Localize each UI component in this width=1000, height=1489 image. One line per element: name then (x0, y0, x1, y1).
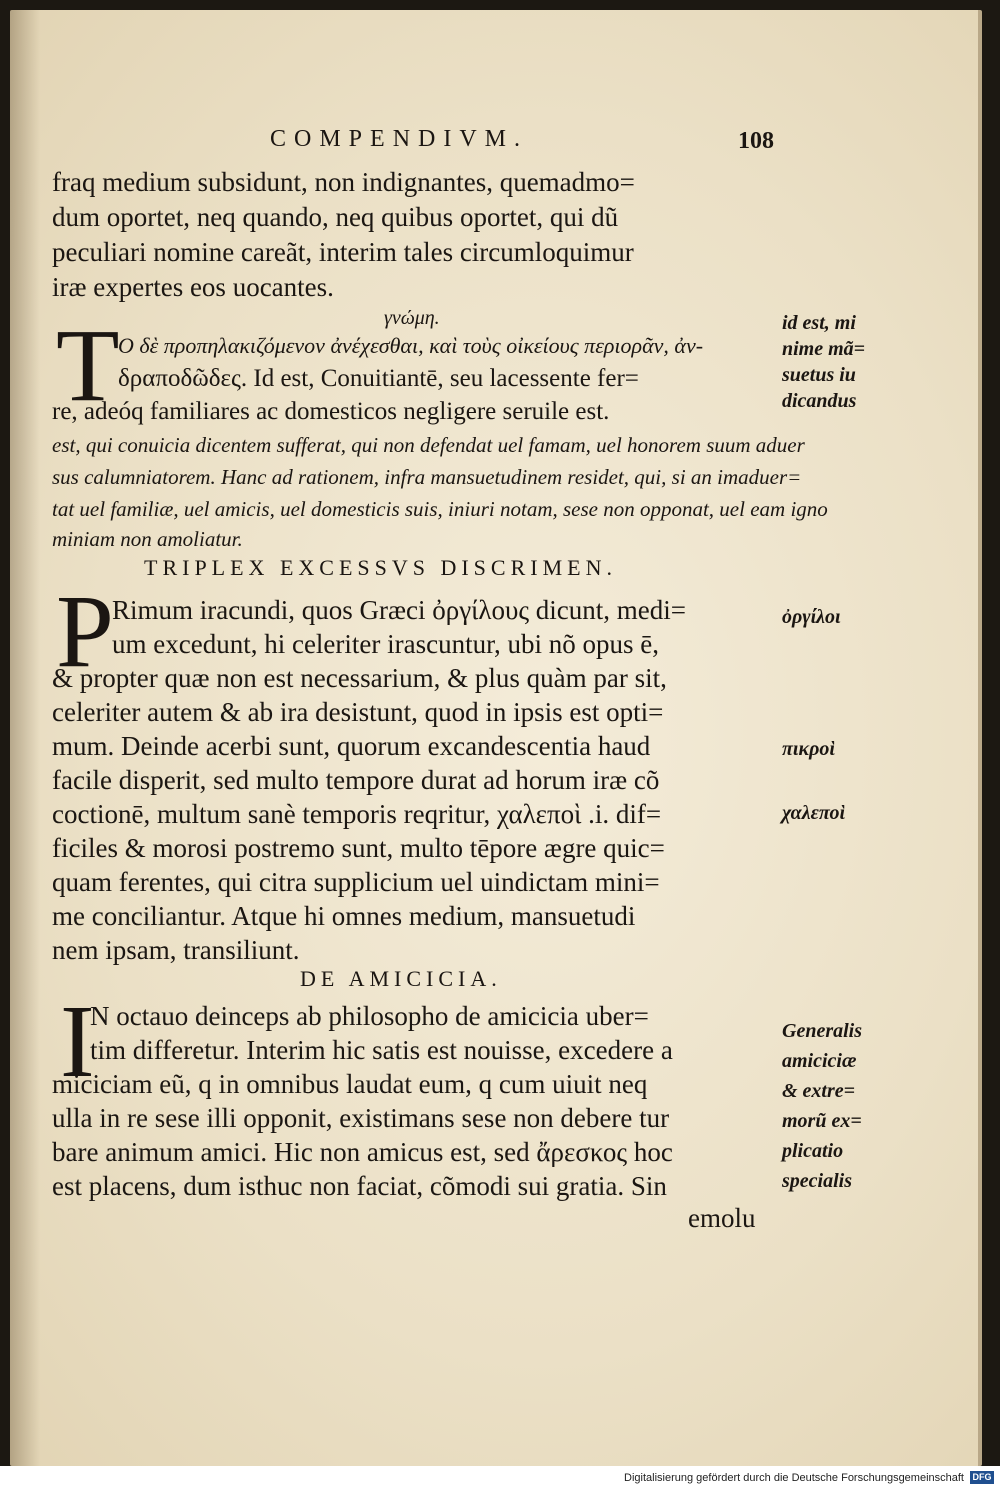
running-head: COMPENDIVM. (270, 126, 529, 152)
text-line: ulla in re sese illi opponit, existimans sese non debere tur (52, 1103, 670, 1133)
text-line: est placens, dum isthuc non faciat, cõmodi sui gratia. Sin (52, 1171, 667, 1201)
marginal-line: nime mã= (782, 338, 866, 360)
marginal-line: amiciciæ (782, 1050, 857, 1072)
text-line: N octauo deinceps ab philosopho de amicicia uber= (90, 1001, 649, 1031)
text-line: ficiles & morosi postremo sunt, multo tēpore ægre quic= (52, 833, 665, 863)
page-number: 108 (738, 128, 774, 154)
greek-gloss: γνώμη. (384, 307, 440, 329)
text-line: miniam non amoliatur. (52, 527, 243, 551)
section-heading: TRIPLEX EXCESSVS DISCRIMEN. (144, 555, 617, 580)
marginal-note: χαλεποὶ (782, 802, 846, 824)
marginal-line: specialis (782, 1170, 852, 1192)
text-line: nem ipsam, transiliunt. (52, 935, 300, 965)
text-line: fraq medium subsidunt, non indignantes, quemadmo= (52, 167, 635, 197)
text-line: re, adeóq familiares ac domesticos negligere seruile est. (52, 398, 610, 425)
text-line: celeriter autem & ab ira desistunt, quod in ipsis est opti= (52, 697, 664, 727)
drop-cap: T (56, 308, 120, 423)
text-line: sus calumniatorem. Hanc ad rationem, infra mansuetudinem residet, qui, si an imaduer= (52, 465, 802, 489)
text-line: est, qui conuicia dicentem sufferat, qui non defendat uel famam, uel honorem suum aduer (52, 433, 805, 457)
text-line: δραποδῶδες. Id est, Conuitiantē, seu lacessente fer= (118, 365, 639, 392)
funding-footer: Digitalisierung gefördert durch die Deutsche Forschungsgemeinschaft (624, 1472, 964, 1484)
marginal-line: plicatio (782, 1140, 844, 1162)
dfg-logo: DFG (970, 1471, 994, 1484)
page-gutter-shadow (10, 10, 40, 1466)
text-line: quam ferentes, qui citra supplicium uel uindictam mini= (52, 867, 660, 897)
marginal-line: dicandus (782, 390, 857, 412)
marginal-line: id est, mi (782, 312, 856, 334)
text-line: tat uel familiæ, uel amicis, uel domesticis suis, iniuri notam, sese non opponat, uel eam igno (52, 497, 828, 521)
marginal-note (782, 1016, 862, 1196)
text-line: mum. Deinde acerbi sunt, quorum excandescentia haud (52, 731, 651, 761)
catchword: emolu (688, 1203, 756, 1233)
marginal-note: ὀργίλοι (782, 606, 841, 628)
text-line: Rimum iracundi, quos Græci ὀργίλους dicunt, medi= (112, 595, 686, 625)
text-line: coctionē, multum sanè temporis reqritur, χαλεποὶ .i. dif= (52, 799, 662, 829)
marginal-note (782, 310, 865, 414)
text-line: miciciam eũ, q in omnibus laudat eum, q cum uiuit neq (52, 1069, 648, 1099)
text-line: me conciliantur. Atque hi omnes medium, mansuetudi (52, 901, 636, 931)
marginal-line: Generalis (782, 1020, 862, 1042)
text-line: bare animum amici. Hic non amicus est, sed ἄρεσκος hoc (52, 1137, 673, 1167)
text-line: um excedunt, hi celeriter irascuntur, ubi nõ opus ē, (112, 629, 660, 659)
text-line: O δὲ προπηλακιζόμενον ἀνέχεσθαι, καὶ τοὺς οἰκείους περιορᾶν, ἀν- (118, 333, 704, 358)
text-line: facile disperit, sed multo tempore durat ad horum iræ cõ (52, 765, 660, 795)
text-line: iræ expertes eos uocantes. (52, 272, 334, 302)
text-line: & propter quæ non est necessarium, & plus quàm par sit, (52, 663, 667, 693)
text-line: tim differetur. Interim hic satis est nouisse, excedere a (90, 1035, 673, 1065)
marginal-note: πικροὶ (782, 738, 835, 760)
section-heading: DE AMICICIA. (300, 966, 502, 991)
marginal-line: & extre= (782, 1080, 856, 1102)
drop-cap: P (56, 574, 114, 689)
drop-cap: I (60, 984, 95, 1099)
marginal-line: suetus iu (782, 364, 856, 386)
text-line: dum oportet, neq quando, neq quibus oportet, qui dũ (52, 202, 619, 232)
marginal-line: morũ ex= (782, 1110, 862, 1132)
text-line: peculiari nomine careãt, interim tales circumloquimur (52, 237, 634, 267)
